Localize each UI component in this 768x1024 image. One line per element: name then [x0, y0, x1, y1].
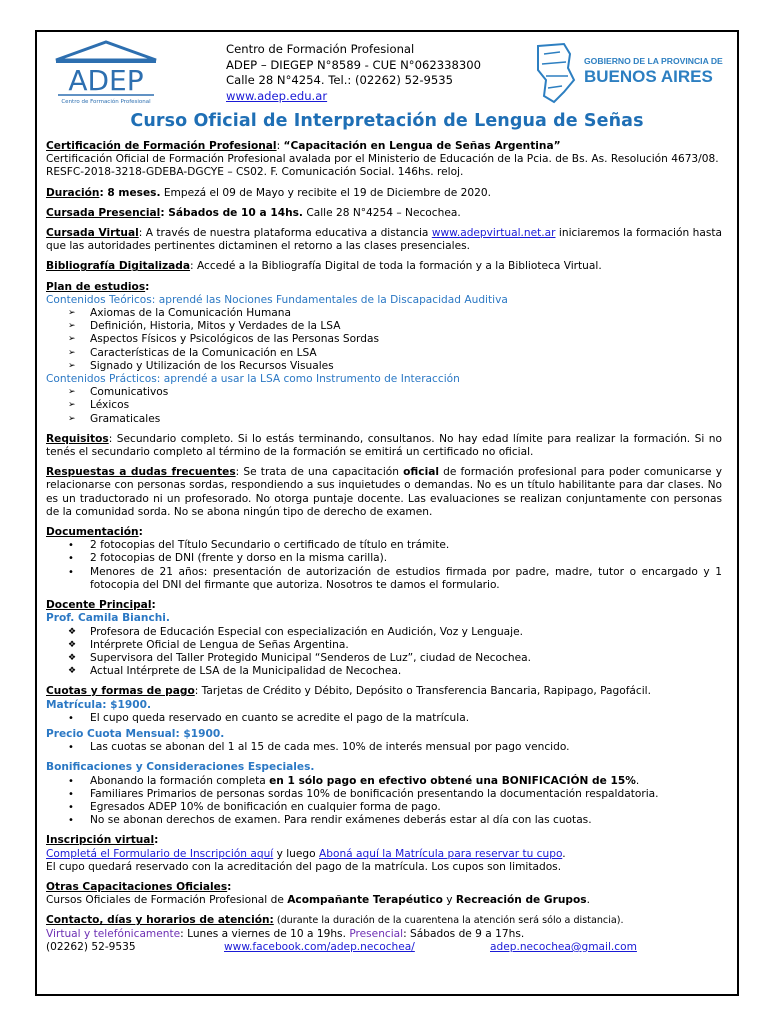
colon: :: [145, 280, 150, 293]
virtual-label: Virtual y telefónicamente: [46, 927, 181, 940]
cuota-mensual-price: Precio Cuota Mensual: $1900.: [46, 727, 225, 740]
list-item: [46, 665, 722, 678]
arrow-bullet-icon: ➢: [68, 360, 76, 371]
diamond-bullet-icon: ❖: [68, 626, 77, 637]
list-item-text: Profesora de Educación Especial con especialización en Audición, Voz y Lenguaje.: [90, 625, 523, 638]
bibliografia-label: Bibliografía Digitalizada: [46, 260, 191, 273]
otras-heading: [46, 881, 722, 894]
cursada-virtual-text2: iniciaremos la formación hasta que las autoridades pertinentes dictaminen el retorno a las clases presenciales.: [46, 227, 722, 253]
list-item: [46, 399, 722, 412]
list-item: [46, 413, 722, 426]
documentacion-label: Documentación: [46, 526, 139, 539]
docente-list: [46, 626, 722, 679]
bullet-icon: •: [68, 815, 74, 827]
plan-heading: [46, 281, 722, 294]
list-item: [46, 552, 722, 565]
cursada-virtual-text1: : A través de nuestra plataforma educativa a distancia: [138, 227, 432, 240]
faq-bold: oficial: [403, 466, 439, 479]
period: .: [562, 847, 566, 860]
list-item: [46, 333, 722, 346]
list-item: [46, 801, 722, 814]
teoricos-list: [46, 307, 722, 373]
faq: [46, 466, 722, 519]
certificacion-value: “Capacitación en Lengua de Señas Argentina”: [283, 140, 561, 152]
list-item: [46, 386, 722, 399]
docente-label: Docente Principal: [46, 599, 152, 612]
list-item: [46, 775, 722, 788]
contacto-footer: [46, 941, 722, 954]
bullet-icon: •: [68, 788, 74, 800]
contact-block: [226, 42, 481, 104]
matricula-price: Matrícula: $1900.: [46, 698, 152, 711]
list-item: [46, 741, 722, 754]
period: .: [586, 894, 590, 907]
contact-line: ADEP – DIEGEP N°8589 - CUE N°062338300: [226, 57, 481, 72]
documentacion-list: [46, 539, 722, 592]
bullet-icon: •: [68, 742, 74, 754]
contacto-heading: [46, 914, 722, 927]
faq-text2: de formación profesional para poder comunicarse y relacionarse con personas sordas, respondiendo a sus inquietudes o demandas. No es un título habilitante para dar clases. No es un traductorado ni un profesorado. No otorga puntaje docente. Las evaluaciones se realizan conjuntamente con personas de la comunidad sorda. No se abona ningún tipo de derecho de examen.: [46, 466, 723, 518]
otras-label: Otras Capacitaciones Oficiales: [46, 880, 228, 893]
certificacion-heading: [46, 140, 722, 153]
contacto-horarios: [46, 928, 722, 941]
bullet-icon: •: [68, 775, 74, 787]
list-item-text: Las cuotas se abonan del 1 al 15 de cada mes. 10% de interés mensual por pago vencido.: [90, 741, 570, 754]
colon: :: [154, 834, 159, 847]
abonar-matricula-link[interactable]: Aboná aquí la Matrícula para reservar tu cupo: [319, 847, 563, 860]
adep-logo-text: ADEP: [68, 64, 144, 97]
bonificaciones-title: Bonificaciones y Consideraciones Especiales.: [46, 761, 315, 774]
list-item: [46, 360, 722, 373]
list-item-text: Familiares Primarios de personas sordas 10% de bonificación presentando la documentación respaldatoria.: [90, 787, 659, 800]
list-item: [46, 639, 722, 652]
presencial-label: Presencial: [349, 927, 404, 940]
arrow-bullet-icon: ➢: [68, 347, 76, 358]
certificacion-label: Certificación de Formación Profesional: [46, 140, 277, 152]
inscripcion-links: [46, 848, 722, 861]
list-item: [46, 814, 722, 827]
adep-logo: [50, 40, 162, 106]
practicos-list: [46, 386, 722, 426]
page-title: Curso Oficial de Interpretación de Lengua de Señas: [130, 111, 644, 131]
duracion-label: Duración: [46, 186, 100, 199]
bullet-icon: •: [68, 540, 74, 552]
requisitos-text: : Secundario completo. Si lo estás terminando, consultanos. No hay edad límite para realizar la formación. Si no tenés el secundario completo al término de la formación se emitirá un certificado no oficial.: [46, 432, 722, 459]
docente-heading: [46, 599, 722, 612]
cursada-presencial-text: Calle 28 N°4254 – Necochea.: [302, 206, 461, 219]
arrow-bullet-icon: ➢: [68, 321, 76, 332]
bonificacion-bold: en 1 sólo pago en efectivo obtené una BONIFICACIÓN de 15%: [269, 774, 636, 787]
email-link[interactable]: adep.necochea@gmail.com: [490, 940, 637, 953]
list-item-text: Signado y Utilización de los Recursos Visuales: [90, 359, 334, 372]
list-item: [46, 320, 722, 333]
colon: :: [227, 880, 232, 893]
arrow-bullet-icon: ➢: [68, 308, 76, 319]
list-item: [46, 566, 722, 592]
period: .: [635, 774, 640, 787]
list-item: [46, 788, 722, 801]
gov-line2: BUENOS AIRES: [584, 67, 713, 86]
list-item-text: El cupo queda reservado en cuanto se acredite el pago de la matrícula.: [90, 711, 470, 724]
list-item-text: 2 fotocopias del Título Secundario o certificado de título en trámite.: [90, 539, 450, 552]
diamond-bullet-icon: ❖: [68, 652, 77, 663]
faq-label: Respuestas a dudas frecuentes: [46, 466, 236, 479]
bullet-icon: •: [68, 566, 74, 578]
documentacion-heading: [46, 526, 722, 539]
inscripcion-label: Inscripción virtual: [46, 834, 155, 847]
cursada-presencial: [46, 207, 722, 220]
list-item-text: Definición, Historia, Mitos y Verdades de la LSA: [90, 320, 341, 333]
cuotas-label: Cuotas y formas de pago: [46, 685, 195, 698]
arrow-bullet-icon: ➢: [68, 413, 76, 424]
colon: :: [138, 526, 143, 539]
otras-text1: Cursos Oficiales de Formación Profesional de: [46, 894, 288, 907]
list-item-text: Egresados ADEP 10% de bonificación en cualquier forma de pago.: [90, 800, 441, 813]
list-item-text: Aspectos Físicos y Psicológicos de las Personas Sordas: [90, 333, 379, 346]
list-item: [46, 712, 722, 725]
diamond-bullet-icon: ❖: [68, 666, 77, 677]
colon: :: [151, 599, 156, 612]
faq-text1: : Se trata de una capacitación: [235, 466, 404, 479]
duracion: [46, 187, 722, 200]
list-item: [46, 347, 722, 360]
adepvirtual-link[interactable]: www.adepvirtual.net.ar: [431, 227, 556, 240]
list-item-text: 2 fotocopias de DNI (frente y dorso en la misma carilla).: [90, 552, 388, 565]
cursada-virtual-label: Cursada Virtual: [46, 227, 139, 240]
plan-label: Plan de estudios: [46, 280, 146, 293]
bonificaciones-list: [46, 775, 722, 828]
list-item-text: Intérprete Oficial de Lengua de Señas Argentina.: [90, 638, 349, 651]
arrow-bullet-icon: ➢: [68, 387, 76, 398]
buenos-aires-logo: [534, 40, 734, 106]
bullet-icon: •: [68, 712, 74, 724]
bibliografia: [46, 260, 722, 273]
header: [40, 36, 734, 108]
list-item-text: Menores de 21 años: presentación de autorización de estudios firmada por padre, madre, tutor o encargado y 1 fotocopia del DNI del firmante que autoriza. Nosotros te damos el formulario.: [90, 565, 722, 591]
facebook-link[interactable]: www.facebook.com/adep.necochea/: [224, 940, 415, 953]
formulario-inscripcion-link[interactable]: Completá el Formulario de Inscripción aquí: [46, 847, 274, 860]
list-item-text: No se abonan derechos de examen. Para rendir exámenes deberás estar al día con las cuotas.: [90, 814, 592, 827]
teoricos-title: Contenidos Teóricos: aprendé las Nociones Fundamentales de la Discapacidad Auditiva: [46, 293, 508, 306]
contact-line: Centro de Formación Profesional: [226, 42, 415, 56]
arrow-bullet-icon: ➢: [68, 400, 76, 411]
presencial-text: : Sábados de 9 a 17hs.: [403, 927, 525, 940]
virtual-text: : Lunes a viernes de 10 a 19hs.: [180, 927, 350, 940]
list-item-text: Características de la Comunicación en LSA: [90, 346, 317, 359]
arrow-bullet-icon: ➢: [68, 334, 76, 345]
otras-text2: y: [442, 894, 456, 907]
list-item: [46, 626, 722, 639]
list-item-text: Léxicos: [90, 399, 130, 412]
list-item: [46, 652, 722, 665]
docente-name: Prof. Camila Bianchi.: [46, 612, 170, 625]
list-item: [46, 307, 722, 320]
bullet-icon: •: [68, 553, 74, 565]
mensual-list: [46, 741, 722, 754]
inscripcion-note: El cupo quedará reservado con la acreditación del pago de la matrícula. Los cupos son limitados.: [46, 860, 562, 873]
practicos-title: Contenidos Prácticos: aprendé a usar la LSA como Instrumento de Interacción: [46, 373, 460, 386]
list-item: [46, 539, 722, 552]
inscripcion-heading: [46, 834, 722, 847]
otras-text: [46, 894, 722, 907]
duracion-value: : 8 meses.: [99, 186, 161, 199]
acompanante-terapeutico: Acompañante Terapéutico: [287, 894, 443, 907]
website-link[interactable]: www.adep.edu.ar: [226, 88, 328, 103]
phone-number: (02262) 52-9535: [46, 940, 136, 953]
list-item-text: Gramaticales: [90, 412, 161, 425]
matricula-list: [46, 712, 722, 725]
cursada-presencial-label: Cursada Presencial: [46, 206, 161, 219]
list-item-text: Axiomas de la Comunicación Humana: [90, 307, 291, 320]
diamond-bullet-icon: ❖: [68, 639, 77, 650]
gov-line1: GOBIERNO DE LA PROVINCIA DE: [584, 56, 723, 66]
cuotas: [46, 685, 722, 698]
main-content: [46, 140, 722, 954]
list-item-text: Comunicativos: [90, 386, 169, 399]
certificacion-text: Certificación Oficial de Formación Profesional avalada por el Ministerio de Educación de la Pcia. de Bs. As. Resolución 4673/08. RESFC-2018-3218-GDEBA-DGCYE – CS02. F. Comunicación Social. 146hs. reloj.: [46, 153, 719, 179]
list-item-text: Supervisora del Taller Protegido Municipal “Senderos de Luz”, ciudad de Necochea.: [90, 651, 531, 664]
contact-line: Calle 28 N°4254. Tel.: (02262) 52-9535: [226, 73, 454, 87]
colon: :: [276, 140, 284, 152]
requisitos-label: Requisitos: [46, 432, 109, 445]
recreacion-grupos: Recreación de Grupos: [455, 894, 587, 907]
duracion-text: Empezá el 09 de Mayo y recibite el 19 de Diciembre de 2020.: [160, 186, 491, 199]
list-item-text: Abonando la formación completa: [90, 774, 270, 787]
inscripcion-mid: y luego: [273, 847, 319, 860]
adep-logo-subtext: Centro de Formación Profesional: [61, 99, 151, 105]
requisitos: [46, 433, 722, 459]
cuotas-text: : Tarjetas de Crédito y Débito, Depósito o Transferencia Bancaria, Rapipago, Pagofácil.: [194, 685, 651, 698]
cursada-presencial-value: : Sábados de 10 a 14hs.: [160, 206, 303, 219]
contacto-note: (durante la duración de la cuarentena la atención será sólo a distancia).: [273, 915, 624, 927]
cursada-virtual: [46, 227, 722, 253]
bullet-icon: •: [68, 801, 74, 813]
bibliografia-text: : Accedé a la Bibliografía Digital de toda la formación y a la Biblioteca Virtual.: [190, 260, 602, 273]
list-item-text: Actual Intérprete de LSA de la Municipalidad de Necochea.: [90, 665, 402, 678]
contacto-label: Contacto, días y horarios de atención:: [46, 914, 274, 927]
